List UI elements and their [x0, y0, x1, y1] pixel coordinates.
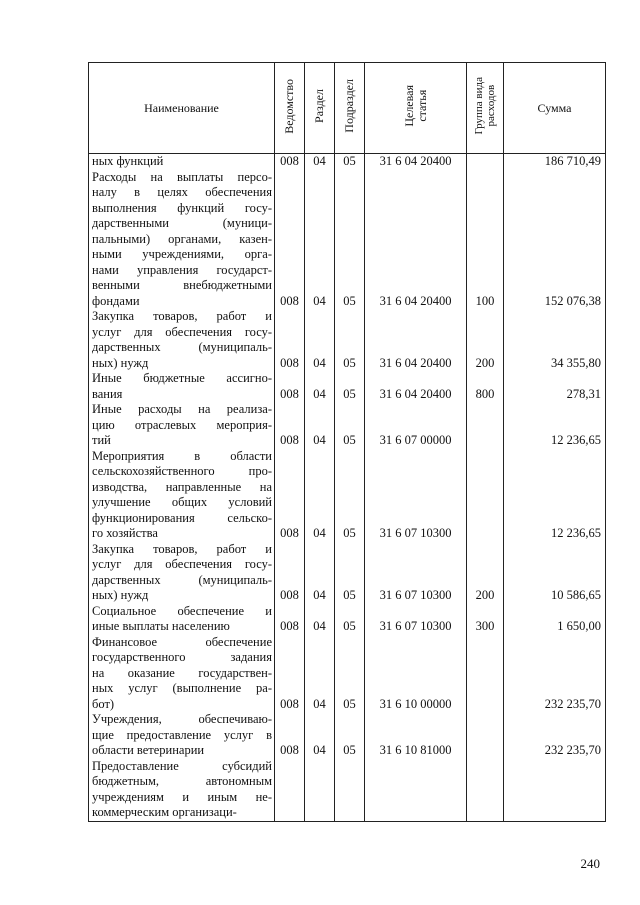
cell-dept: 008	[275, 371, 305, 402]
name-line: Иные расходы на реализа-	[92, 402, 272, 416]
cell-section: 04	[305, 170, 335, 310]
name-line: тий	[92, 433, 111, 447]
name-line: вания	[92, 386, 123, 401]
table-row	[89, 635, 606, 713]
cell-dept: 008	[275, 449, 305, 542]
cell-section: 04	[305, 449, 335, 542]
cell-expense-group	[467, 635, 504, 713]
cell-dept: 008	[275, 154, 305, 170]
cell-expense-group: 300	[467, 604, 504, 635]
name-line: ными учреждениями, орга-	[92, 247, 272, 261]
cell-expense-group	[467, 402, 504, 449]
name-line: области ветеринарии	[92, 743, 205, 757]
cell-section: 04	[305, 604, 335, 635]
name-line: щие предоставление услуг в	[92, 727, 272, 742]
name-line: услуг для обеспечения госу-	[92, 557, 272, 571]
name-line: ных функций	[92, 154, 164, 168]
cell-dept	[275, 759, 305, 822]
name-line: государственного задания	[92, 650, 272, 664]
budget-table	[88, 62, 606, 822]
table-row	[89, 449, 606, 542]
cell-name	[89, 635, 275, 713]
name-line: ных) нужд	[92, 355, 149, 370]
cell-subsection: 05	[335, 170, 365, 310]
header-dept: Ведомство	[275, 63, 305, 154]
cell-amount: 12 236,65	[504, 449, 606, 542]
cell-target-article: 31 6 10 81000	[365, 712, 467, 759]
cell-amount: 34 355,80	[504, 309, 606, 371]
cell-dept: 008	[275, 712, 305, 759]
header-target-article	[365, 63, 467, 154]
cell-subsection: 05	[335, 712, 365, 759]
table-row	[89, 712, 606, 759]
cell-target-article: 31 6 04 20400	[365, 154, 467, 170]
cell-amount: 10 586,65	[504, 542, 606, 604]
cell-subsection: 05	[335, 371, 365, 402]
name-line: Закупка товаров, работ и	[92, 309, 272, 323]
cell-dept: 008	[275, 604, 305, 635]
cell-section: 04	[305, 154, 335, 170]
cell-target-article: 31 6 07 10300	[365, 449, 467, 542]
cell-amount: 152 076,38	[504, 170, 606, 310]
cell-name	[89, 309, 275, 371]
cell-name	[89, 170, 275, 310]
cell-name	[89, 154, 275, 170]
name-line: дарственных (муниципаль-	[92, 340, 272, 354]
cell-subsection: 05	[335, 635, 365, 713]
cell-subsection: 05	[335, 604, 365, 635]
cell-name	[89, 759, 275, 822]
cell-subsection: 05	[335, 449, 365, 542]
table-row	[89, 371, 606, 402]
header-section: Раздел	[305, 63, 335, 154]
header-amount: Сумма	[504, 63, 606, 154]
cell-subsection: 05	[335, 542, 365, 604]
name-line: дарственными (муници-	[92, 216, 272, 230]
name-line: услуг для обеспечения госу-	[92, 324, 272, 339]
name-line: изводства, направленные на	[92, 479, 272, 494]
cell-target-article: 31 6 04 20400	[365, 170, 467, 310]
cell-name	[89, 712, 275, 759]
cell-dept: 008	[275, 542, 305, 604]
name-line: Расходы на выплаты персо-	[92, 169, 272, 184]
cell-name	[89, 371, 275, 402]
header-expense-group	[467, 63, 504, 154]
header-expense-group-line1: Группа вида	[473, 77, 485, 135]
cell-section: 04	[305, 635, 335, 713]
name-line: цию отраслевых мероприя-	[92, 417, 272, 432]
cell-expense-group	[467, 759, 504, 822]
table-body	[89, 154, 606, 822]
name-line: Финансовое обеспечение	[92, 634, 272, 649]
cell-name	[89, 542, 275, 604]
name-line: дарственных (муниципаль-	[92, 572, 272, 587]
table-row	[89, 402, 606, 449]
table-row	[89, 759, 606, 822]
cell-name	[89, 604, 275, 635]
page-number: 240	[580, 856, 600, 871]
cell-amount: 186 710,49	[504, 154, 606, 170]
cell-name	[89, 449, 275, 542]
table-header-row	[89, 63, 606, 154]
name-line: на оказание государствен-	[92, 665, 272, 680]
table-row	[89, 542, 606, 604]
cell-amount: 1 650,00	[504, 604, 606, 635]
name-line: фондами	[92, 293, 140, 308]
header-target-article-line1: Целевая	[401, 85, 416, 127]
name-line: Закупка товаров, работ и	[92, 541, 272, 556]
header-expense-group-line2: расходов	[485, 85, 497, 127]
cell-target-article: 31 6 10 00000	[365, 635, 467, 713]
cell-amount: 12 236,65	[504, 402, 606, 449]
cell-expense-group	[467, 154, 504, 170]
cell-target-article: 31 6 07 10300	[365, 604, 467, 635]
cell-dept: 008	[275, 170, 305, 310]
name-line: Предоставление субсидий	[92, 758, 272, 773]
name-line: венными внебюджетными	[92, 278, 272, 292]
cell-expense-group: 200	[467, 542, 504, 604]
header-subsection: Подраздел	[335, 63, 365, 154]
cell-subsection: 05	[335, 402, 365, 449]
cell-expense-group	[467, 449, 504, 542]
cell-target-article: 31 6 04 20400	[365, 309, 467, 371]
cell-subsection: 05	[335, 154, 365, 170]
name-line: иные выплаты населению	[92, 619, 230, 633]
cell-dept: 008	[275, 309, 305, 371]
name-line: учреждениям и иным не-	[92, 789, 272, 804]
cell-dept: 008	[275, 402, 305, 449]
name-line: Социальное обеспечение и	[92, 603, 272, 618]
name-line: выполнения функций госу-	[92, 200, 272, 215]
name-line: ных) нужд	[92, 588, 149, 602]
cell-target-article	[365, 759, 467, 822]
name-line: функционирования сельско-	[92, 510, 272, 525]
table-row	[89, 170, 606, 310]
name-line: го хозяйства	[92, 526, 158, 540]
name-line: Иные бюджетные ассигно-	[92, 371, 272, 385]
cell-section: 04	[305, 542, 335, 604]
name-line: сельскохозяйственного про-	[92, 464, 272, 478]
cell-section: 04	[305, 371, 335, 402]
name-line: коммерческим организаци-	[92, 805, 237, 819]
cell-expense-group: 200	[467, 309, 504, 371]
name-line: улучшение общих условий	[92, 495, 272, 509]
cell-target-article: 31 6 07 00000	[365, 402, 467, 449]
table-row	[89, 154, 606, 170]
cell-section: 04	[305, 309, 335, 371]
header-name: Наименование	[89, 63, 275, 154]
name-line: пальными) органами, казен-	[92, 231, 272, 246]
name-line: налу в целях обеспечения	[92, 185, 272, 199]
name-line: ных услуг (выполнение ра-	[92, 681, 272, 695]
cell-target-article: 31 6 04 20400	[365, 371, 467, 402]
cell-amount: 232 235,70	[504, 635, 606, 713]
cell-target-article: 31 6 07 10300	[365, 542, 467, 604]
cell-section: 04	[305, 712, 335, 759]
cell-section: 04	[305, 402, 335, 449]
cell-amount	[504, 759, 606, 822]
cell-expense-group: 800	[467, 371, 504, 402]
cell-amount: 232 235,70	[504, 712, 606, 759]
cell-subsection: 05	[335, 309, 365, 371]
name-line: нами управления государст-	[92, 262, 272, 277]
header-target-article-line2: статья	[414, 90, 429, 122]
cell-subsection	[335, 759, 365, 822]
cell-name	[89, 402, 275, 449]
table-row	[89, 309, 606, 371]
cell-amount: 278,31	[504, 371, 606, 402]
cell-section	[305, 759, 335, 822]
name-line: Мероприятия в области	[92, 448, 272, 463]
cell-expense-group: 100	[467, 170, 504, 310]
name-line: Учреждения, обеспечиваю-	[92, 712, 272, 726]
cell-expense-group	[467, 712, 504, 759]
name-line: бюджетным, автономным	[92, 774, 272, 788]
table-row	[89, 604, 606, 635]
cell-dept: 008	[275, 635, 305, 713]
name-line: бот)	[92, 696, 115, 711]
